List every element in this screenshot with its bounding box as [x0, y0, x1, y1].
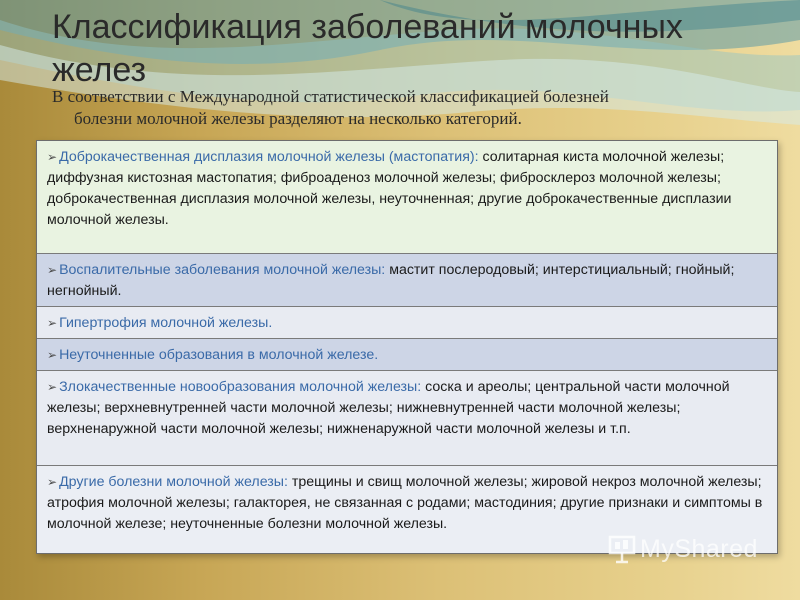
category-name: Гипертрофия молочной железы.: [59, 315, 273, 331]
table-row: [37, 371, 777, 466]
category-name: Неуточненные образования в молочной железе.: [59, 347, 379, 363]
category-details: солитарная киста молочной железы; диффузная кистозная мастопатия; фиброаденоз молочной железы; фибросклероз молочной железы; доброкачественная дисплазия молочной железы, неуточненная; другие доброкачественные дисплазии молочной железы.: [47, 149, 732, 228]
subtitle-line-2: болезни молочной железы разделяют на несколько категорий.: [74, 109, 522, 128]
slide-title: Классификация заболеваний молочных желез: [52, 8, 683, 89]
bullet-arrow-icon: ➢: [47, 348, 58, 362]
classification-table: [36, 140, 778, 554]
watermark-text: MyShared: [640, 534, 758, 563]
table-row: [37, 307, 777, 339]
bullet-arrow-icon: ➢: [47, 316, 58, 330]
table-row: [37, 339, 777, 371]
category-name: Доброкачественная дисплазия молочной железы (мастопатия):: [59, 149, 479, 165]
category-name: Злокачественные новообразования молочной железы:: [59, 379, 422, 395]
bullet-arrow-icon: ➢: [47, 263, 58, 277]
table-row: [37, 141, 777, 254]
category-name: Воспалительные заболевания молочной железы:: [59, 262, 386, 278]
category-details: мастит послеродовый; интерстициальный; гнойный; негнойный.: [47, 262, 735, 299]
bullet-arrow-icon: ➢: [47, 475, 58, 489]
category-details: трещины и свищ молочной железы; жировой некроз молочной железы; атрофия молочной железы; галакторея, не связанная с родами; мастодиния; другие признаки и симптомы в молочной железе; неуточненные болезни молочной железы.: [47, 474, 763, 532]
watermark: [608, 534, 758, 564]
bullet-arrow-icon: ➢: [47, 380, 58, 394]
slide-subtitle: [52, 86, 752, 130]
category-details: соска и ареолы; центральной части молочной железы; верхневнутренней части молочной железы; нижневнутренней части молочной железы; верхненаружной части молочной железы; нижненаружной части молочной железы и т.п.: [47, 379, 730, 437]
presentation-icon: [608, 534, 636, 564]
table-row: [37, 254, 777, 307]
category-name: Другие болезни молочной железы:: [59, 474, 288, 490]
subtitle-line-1: В соответствии с Международной статистической классификацией болезней: [52, 87, 609, 106]
bullet-arrow-icon: ➢: [47, 150, 58, 164]
